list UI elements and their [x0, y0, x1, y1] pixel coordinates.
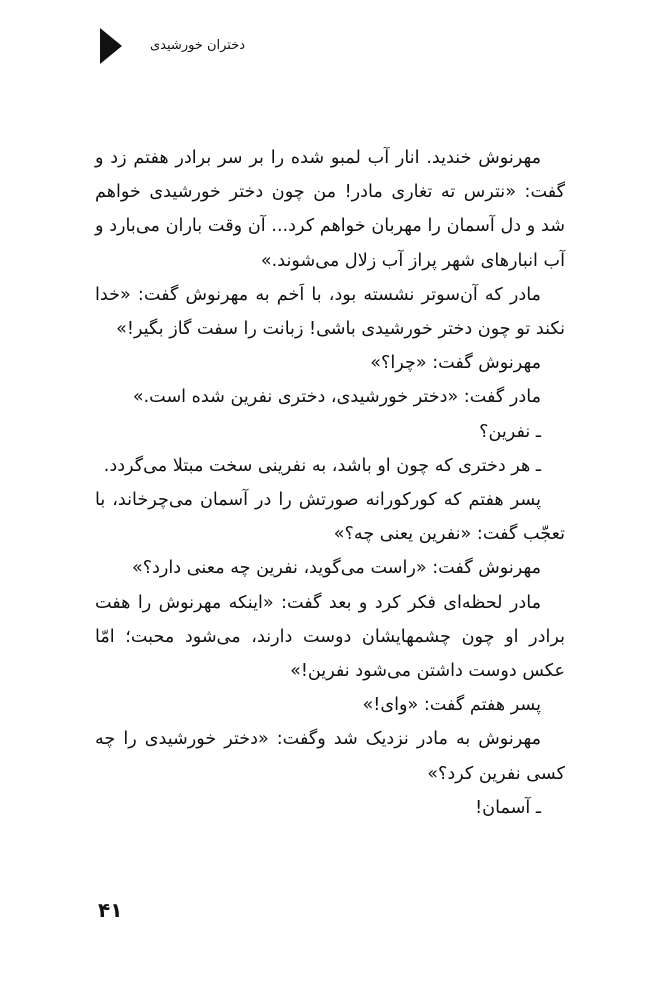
paragraph: پسر هفتم گفت: «وای!» [362, 695, 541, 716]
paragraph: مادر لحظه‌ای فکر کرد و بعد گفت: «اینکه مهرنوش را هفت برادر او چون چشمهایشان دوست دارند، می‌شود محبت؛ امّا عکس دوست داشتن می‌شود نفرین!» [95, 592, 565, 682]
paragraph: پسر هفتم که کورکورانه صورتش را در آسمان می‌چرخاند، با تعجّب گفت: «نفرین یعنی چه؟» [95, 490, 565, 545]
paragraph: ـ هر دختری که چون او باشد، به نفرینی سخت مبتلا می‌گردد. [103, 455, 541, 476]
paragraph: مهرنوش به مادر نزدیک شد وگفت: «دختر خورشیدی را چه کسی نفرین کرد؟» [95, 729, 565, 784]
paragraph: ـ نفرین؟ [479, 421, 541, 442]
paragraph: ـ آسمان! [475, 797, 541, 818]
paragraph: مادر گفت: «دختر خورشیدی، دختری نفرین شده است.» [132, 387, 541, 408]
page-number: ۴۱ [98, 898, 123, 922]
paragraph: مادر که آن‌سوتر نشسته بود، با اَخم به مهرنوش گفت: «خدا نکند تو چون دختر خورشیدی باشی! زبانت را سفت گاز بگیر!» [95, 284, 565, 340]
body-text [95, 141, 565, 825]
paragraph: مهرنوش گفت: «راست می‌گوید، نفرین چه معنی دارد؟» [131, 558, 541, 579]
triangle-right-icon [100, 28, 122, 64]
paragraph: مهرنوش گفت: «چرا؟» [370, 353, 541, 374]
running-title: دختران خورشیدی [150, 38, 246, 53]
paragraph: مهرنوش خندید. انار آب لمبو شده را بر سر برادر هفتم زد و گفت: «نترس ته تغاری مادر! من چون دختر خورشیدی خواهم شد و دل آسمان را مهربان خواهم کرد... آن وقت باران می‌بارد و آب انبارهای شهر پراز آب زلال می‌شوند.» [95, 148, 565, 271]
